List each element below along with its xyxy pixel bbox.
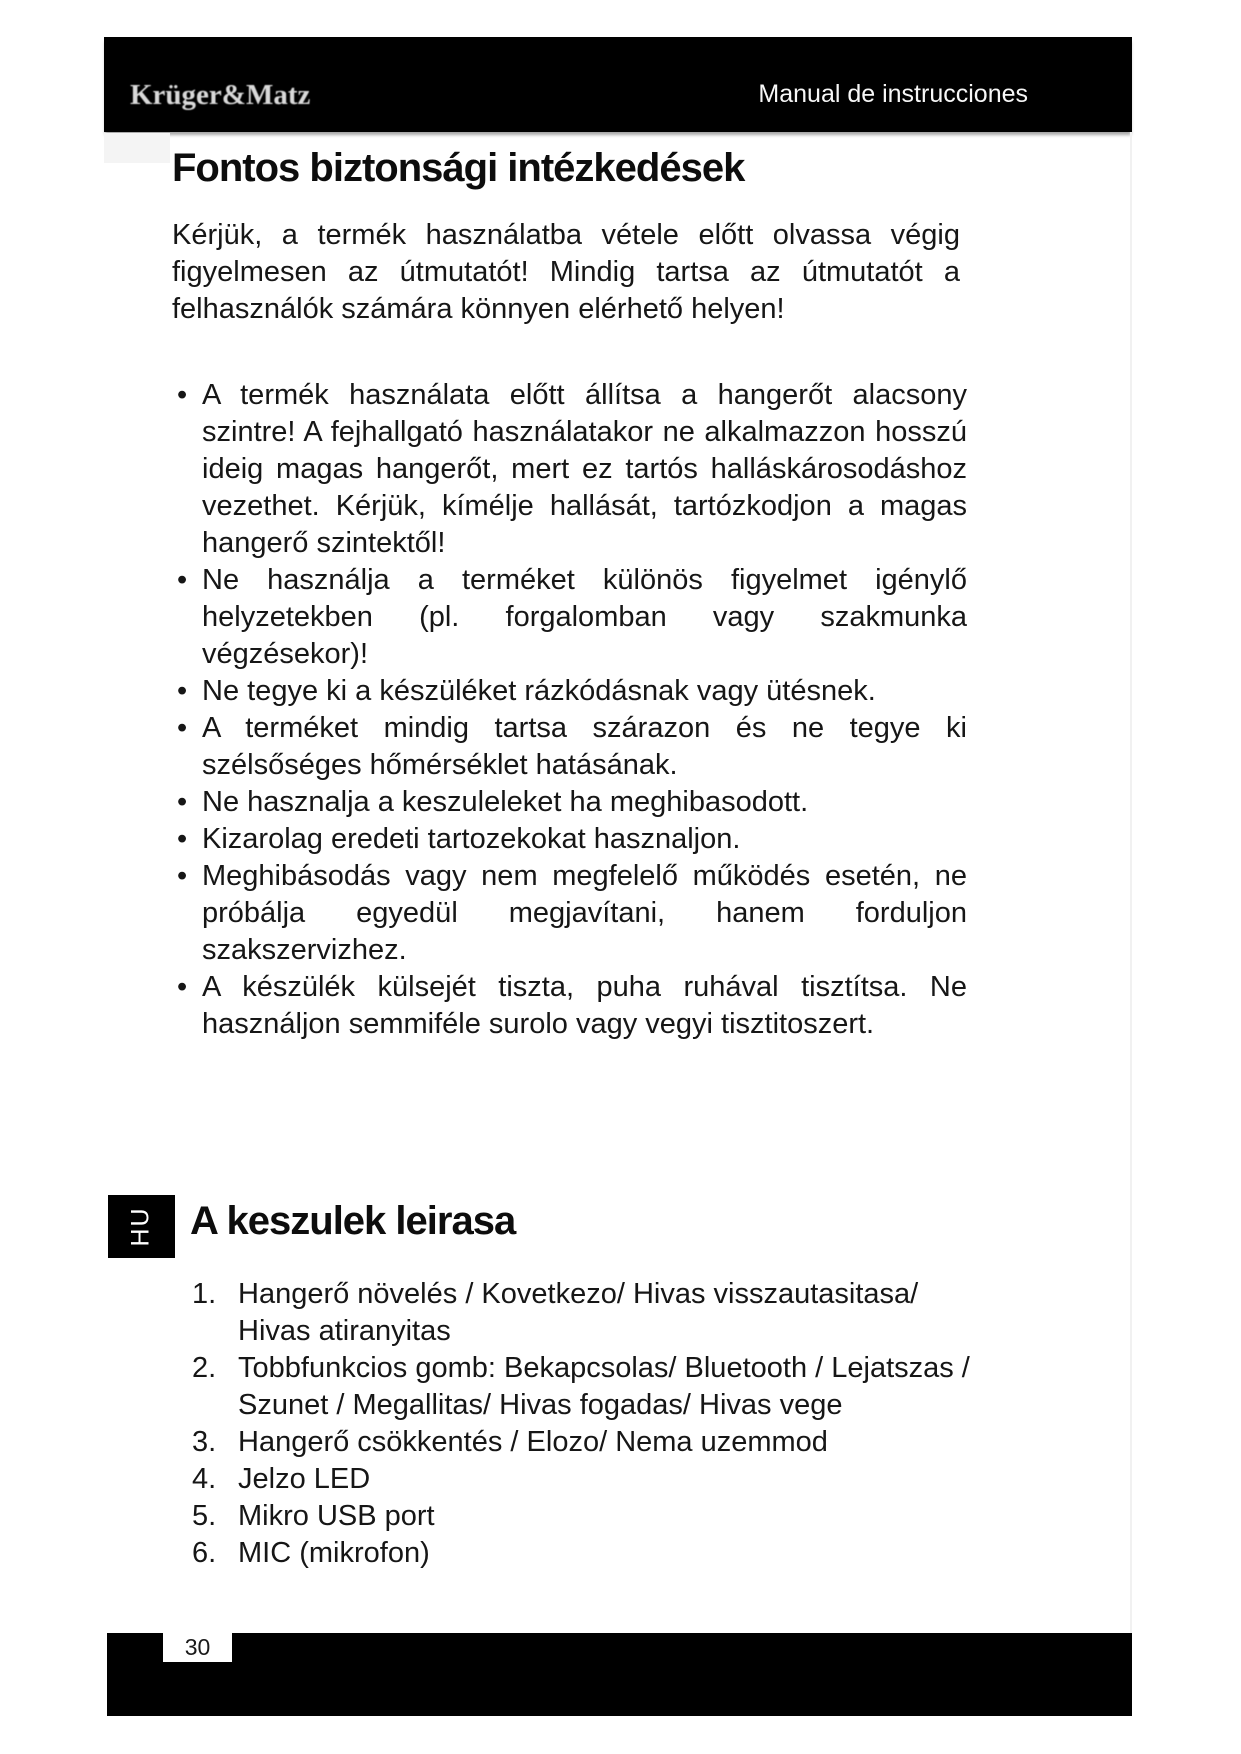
page-edge-shadow — [1130, 132, 1132, 1633]
safety-bullet-item: • Ne hasznalja a keszuleleket ha meghibasodott. — [172, 784, 967, 821]
safety-bullet-item: • Ne tegye ki a készüléket rázkódásnak vagy ütésnek. — [172, 673, 967, 710]
device-part-item: Hangerő növelés / Kovetkezo/ Hivas visszautasitasa/ Hivas atiranyitas — [238, 1278, 919, 1347]
device-parts-list — [192, 1276, 978, 1572]
header-manual-label: Manual de instrucciones — [758, 80, 1028, 108]
safety-bullet-item: • A terméket mindig tartsa szárazon és ne tegye ki szélsőséges hőmérséklet hatásának. — [172, 710, 967, 784]
page-number-tab — [163, 1633, 232, 1662]
device-part-item: Jelzo LED — [238, 1463, 371, 1495]
language-tab-label: HU — [126, 1206, 155, 1247]
language-tab — [108, 1195, 175, 1258]
scan-artifact — [104, 133, 170, 163]
intro-paragraph: Kérjük, a termék használatba vétele előtt olvassa végig figyelmesen az útmutatót! Mindig tartsa az útmutatót a felhasználók számára könnyen elérhető helyen! — [172, 219, 960, 325]
device-part-item: MIC (mikrofon) — [238, 1537, 430, 1569]
safety-bullet-item: • Ne használja a terméket különös figyelmet igénylő helyzetekben (pl. forgalomban vagy szakmunka végzésekor)! — [172, 562, 967, 673]
safety-bullet-item: • Kizarolag eredeti tartozekokat hasznaljon. — [172, 821, 967, 858]
section-title-device: A keszulek leirasa — [190, 1199, 516, 1243]
page-number: 30 — [184, 1634, 211, 1660]
safety-bullet-item: • Meghibásodás vagy nem megfelelő működés esetén, ne próbálja egyedül megjavítani, hanem forduljon szakszervizhez. — [172, 858, 967, 969]
section-title-safety: Fontos biztonsági intézkedések — [172, 146, 745, 190]
safety-bullet-item: • A készülék külsejét tiszta, puha ruhával tisztítsa. Ne használjon semmiféle surolo vagy vegyi tisztitoszert. — [172, 969, 967, 1043]
header-bar — [104, 37, 1132, 132]
brand-logo: Krüger&Matz — [130, 79, 311, 111]
device-part-item: Mikro USB port — [238, 1500, 435, 1532]
safety-bullet-list — [172, 377, 967, 1043]
footer-bar — [107, 1633, 1132, 1716]
safety-bullet-item: • A termék használata előtt állítsa a hangerőt alacsony szintre! A fejhallgató használatakor ne alkalmazzon hosszú ideig magas hangerőt, mert ez tartós halláskárosodáshoz vezethet. Kérjük, kímélje hallását, tartózkodjon a magas hangerő szintektől! — [172, 377, 967, 562]
device-part-item: Tobbfunkcios gomb: Bekapcsolas/ Bluetooth / Lejatszas / Szunet / Megallitas/ Hivas fogadas/ Hivas vege — [238, 1352, 970, 1421]
device-part-item: Hangerő csökkentés / Elozo/ Nema uzemmod — [238, 1426, 828, 1458]
